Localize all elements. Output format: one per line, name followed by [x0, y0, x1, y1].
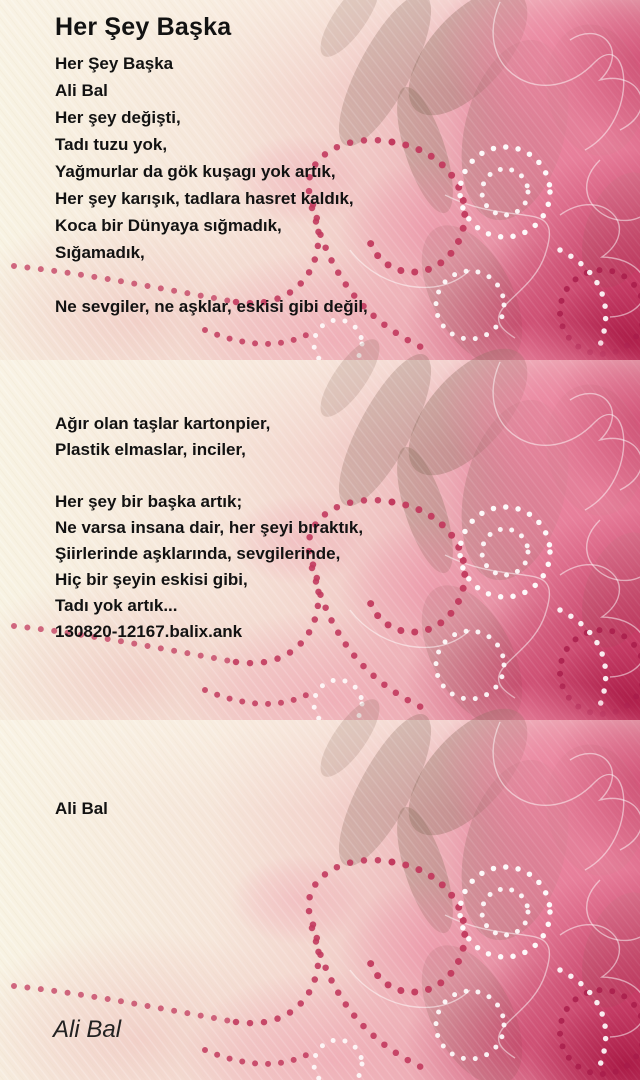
poem-line [55, 463, 363, 489]
poem-line: Sığamadık, [55, 243, 145, 262]
poem-line: Her Şey Başka [55, 54, 174, 73]
poem-stanza-1 [55, 50, 368, 320]
poem-line: Şiirlerinde aşklarında, sevgilerinde, [55, 544, 341, 563]
poem-line: Yağmurlar da gök kuşagı yok artık, [55, 162, 336, 181]
poem-line: Ne varsa insana dair, her şeyi bıraktık, [55, 518, 364, 537]
poem-line: 130820-12167.balix.ank [55, 622, 243, 641]
poem-line: Ağır olan taşlar kartonpier, [55, 414, 271, 433]
poem-line: Her şey karışık, tadlara hasret kaldık, [55, 189, 354, 208]
poem-line: Her şey değişti, [55, 108, 181, 127]
poem-line: Tadı yok artık... [55, 596, 178, 615]
poem-line: Her şey bir başka artık; [55, 492, 243, 511]
poem-line: Koca bir Dünyaya sığmadık, [55, 216, 282, 235]
poem-line: Hiç bir şeyin eskisi gibi, [55, 570, 248, 589]
poem-line: Tadı tuzu yok, [55, 135, 168, 154]
poem-stanza-2 [55, 411, 363, 645]
poem-line: Ne sevgiler, ne aşklar, eskisi gibi değil, [55, 297, 368, 316]
poem-line: Ali Bal [55, 81, 108, 100]
poem-line: Plastik elmaslar, inciler, [55, 440, 246, 459]
poem-title: Her Şey Başka [55, 13, 232, 41]
poem-line [55, 266, 368, 293]
poem-author-line: Ali Bal [55, 799, 108, 818]
footer-signature: Ali Bal [53, 1016, 122, 1043]
